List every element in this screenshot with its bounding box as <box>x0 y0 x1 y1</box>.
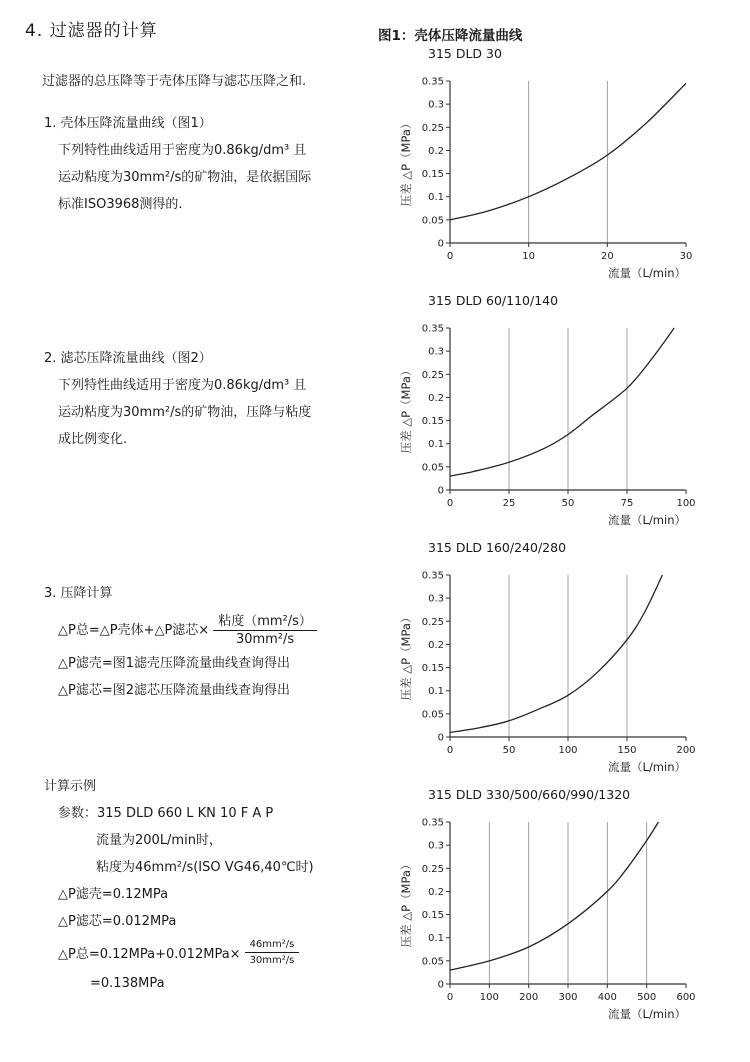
svg-text:0.2: 0.2 <box>428 392 444 404</box>
svg-text:0: 0 <box>437 979 444 991</box>
section-1-line-1: 下列特性曲线适用于密度为0.86kg/dm³ 且 <box>58 143 307 158</box>
svg-text:0: 0 <box>437 238 444 250</box>
svg-text:0.1: 0.1 <box>428 686 444 698</box>
chart-title: 315 DLD 30 <box>428 46 502 61</box>
intro-text: 过滤器的总压降等于壳体压降与滤芯压降之和. <box>42 74 307 89</box>
section-2-heading: 2. 滤芯压降流量曲线（图2） <box>44 351 212 366</box>
svg-text:0: 0 <box>437 485 444 497</box>
svg-text:0.05: 0.05 <box>421 215 444 227</box>
example-total-formula <box>58 935 314 970</box>
chart-315-dld-160-240-280 <box>398 561 718 805</box>
section-1-line-2: 运动粘度为30mm²/s的矿物油，是依据国际 <box>58 170 312 185</box>
svg-text:流量（L/min）: 流量（L/min） <box>608 266 686 280</box>
section-3-line-2: △P滤芯=图2滤芯压降流量曲线查询得出 <box>58 683 291 698</box>
svg-text:0.1: 0.1 <box>428 439 444 451</box>
svg-text:400: 400 <box>597 992 617 1003</box>
svg-text:流量（L/min）: 流量（L/min） <box>608 513 686 527</box>
svg-text:0.35: 0.35 <box>421 817 444 829</box>
svg-text:200: 200 <box>519 992 539 1003</box>
svg-text:0: 0 <box>446 498 454 509</box>
example-flow-line: 流量为200L/min时， <box>96 833 222 848</box>
section-2-line-1: 下列特性曲线适用于密度为0.86kg/dm³ 且 <box>58 378 307 393</box>
svg-text:0.25: 0.25 <box>421 369 444 381</box>
svg-text:流量（L/min）: 流量（L/min） <box>608 760 686 774</box>
svg-text:25: 25 <box>502 498 516 509</box>
chart-block-315-dld-60-110-140 <box>398 293 718 558</box>
chart-block-315-dld-160-240-280 <box>398 540 718 805</box>
svg-text:200: 200 <box>676 745 696 756</box>
svg-text:0: 0 <box>437 732 444 744</box>
svg-text:0.15: 0.15 <box>421 663 444 675</box>
svg-text:50: 50 <box>502 745 516 756</box>
svg-text:压差 △P（MPa）: 压差 △P（MPa） <box>399 611 413 701</box>
svg-text:75: 75 <box>620 498 634 509</box>
example-fraction <box>245 938 300 967</box>
svg-text:0.25: 0.25 <box>421 863 444 875</box>
example-housing-drop: △P滤壳=0.12MPa <box>58 887 169 902</box>
svg-text:0.3: 0.3 <box>428 593 444 605</box>
svg-text:0.15: 0.15 <box>421 416 444 428</box>
svg-text:0.05: 0.05 <box>421 956 444 968</box>
svg-text:0: 0 <box>446 745 454 756</box>
example-heading: 计算示例 <box>44 779 97 794</box>
svg-text:10: 10 <box>522 251 536 262</box>
svg-text:100: 100 <box>558 745 578 756</box>
pressure-drop-formula <box>58 607 317 650</box>
chart-block-315-dld-330-1320 <box>398 787 718 1052</box>
chart-315-dld-30 <box>398 67 718 311</box>
chart-315-dld-330-1320 <box>398 808 718 1052</box>
svg-text:0.15: 0.15 <box>421 910 444 922</box>
svg-text:0.2: 0.2 <box>428 145 444 157</box>
svg-text:0.05: 0.05 <box>421 709 444 721</box>
svg-text:100: 100 <box>676 498 696 509</box>
chart-title: 315 DLD 330/500/660/990/1320 <box>428 787 631 802</box>
svg-text:0.35: 0.35 <box>421 570 444 582</box>
svg-text:0.25: 0.25 <box>421 122 444 134</box>
example-fraction-denominator: 30mm²/s <box>249 955 295 966</box>
svg-text:0.15: 0.15 <box>421 169 444 181</box>
svg-text:流量（L/min）: 流量（L/min） <box>608 1007 686 1021</box>
formula-left-part: △P总=△P壳体+△P滤芯× <box>58 623 210 638</box>
svg-text:600: 600 <box>676 992 696 1003</box>
section-pressure-calc <box>44 580 317 704</box>
svg-text:0.3: 0.3 <box>428 346 444 358</box>
section-1-heading: 1. 壳体压降流量曲线（图1） <box>44 116 212 131</box>
svg-text:150: 150 <box>617 745 637 756</box>
svg-text:100: 100 <box>479 992 499 1003</box>
chart-title: 315 DLD 60/110/140 <box>428 293 559 308</box>
svg-text:0.35: 0.35 <box>421 323 444 335</box>
example-fraction-numerator: 46mm²/s <box>245 938 300 953</box>
example-element-drop: △P滤芯=0.012MPa <box>58 914 177 929</box>
svg-text:压差 △P（MPa）: 压差 △P（MPa） <box>399 117 413 207</box>
svg-text:20: 20 <box>600 251 614 262</box>
svg-text:0.35: 0.35 <box>421 76 444 88</box>
example-formula-left: △P总=0.12MPa+0.012MPa× <box>58 947 241 962</box>
svg-text:30: 30 <box>679 251 693 262</box>
fraction-denominator: 30mm²/s <box>235 632 295 647</box>
example-params: 参数：315 DLD 660 L KN 10 F A P <box>58 806 274 821</box>
fraction-numerator: 粘度（mm²/s） <box>213 610 317 631</box>
section-1-line-3: 标准ISO3968测得的. <box>58 197 183 212</box>
svg-text:0.2: 0.2 <box>428 886 444 898</box>
section-3-heading: 3. 压降计算 <box>44 586 113 601</box>
section-housing-curve <box>44 110 311 218</box>
chart-315-dld-60-110-140 <box>398 314 718 558</box>
figure-header: 图1：壳体压降流量曲线 <box>378 28 523 44</box>
svg-text:0.1: 0.1 <box>428 933 444 945</box>
svg-text:0.05: 0.05 <box>421 462 444 474</box>
section-example <box>44 773 314 997</box>
svg-text:50: 50 <box>561 498 575 509</box>
svg-text:0.3: 0.3 <box>428 840 444 852</box>
section-2-line-3: 成比例变化. <box>58 432 128 447</box>
svg-text:0: 0 <box>446 251 454 262</box>
section-3-line-1: △P滤壳=图1滤壳压降流量曲线查询得出 <box>58 656 291 671</box>
svg-text:500: 500 <box>637 992 657 1003</box>
svg-text:压差 △P（MPa）: 压差 △P（MPa） <box>399 364 413 454</box>
section-element-curve <box>44 345 311 453</box>
example-result: =0.138MPa <box>90 976 165 991</box>
page-title: 4. 过滤器的计算 <box>25 21 158 41</box>
svg-text:0.25: 0.25 <box>421 616 444 628</box>
chart-block-315-dld-30 <box>398 46 718 311</box>
svg-text:0.2: 0.2 <box>428 639 444 651</box>
svg-text:0.3: 0.3 <box>428 99 444 111</box>
chart-title: 315 DLD 160/240/280 <box>428 540 567 555</box>
section-2-line-2: 运动粘度为30mm²/s的矿物油，压降与粘度 <box>58 405 312 420</box>
svg-text:300: 300 <box>558 992 578 1003</box>
svg-text:压差 △P（MPa）: 压差 △P（MPa） <box>399 858 413 948</box>
example-viscosity-line: 粘度为46mm²/s(ISO VG46,40℃时) <box>96 860 314 875</box>
svg-text:0: 0 <box>446 992 454 1003</box>
svg-text:0.1: 0.1 <box>428 192 444 204</box>
viscosity-fraction <box>213 610 317 647</box>
